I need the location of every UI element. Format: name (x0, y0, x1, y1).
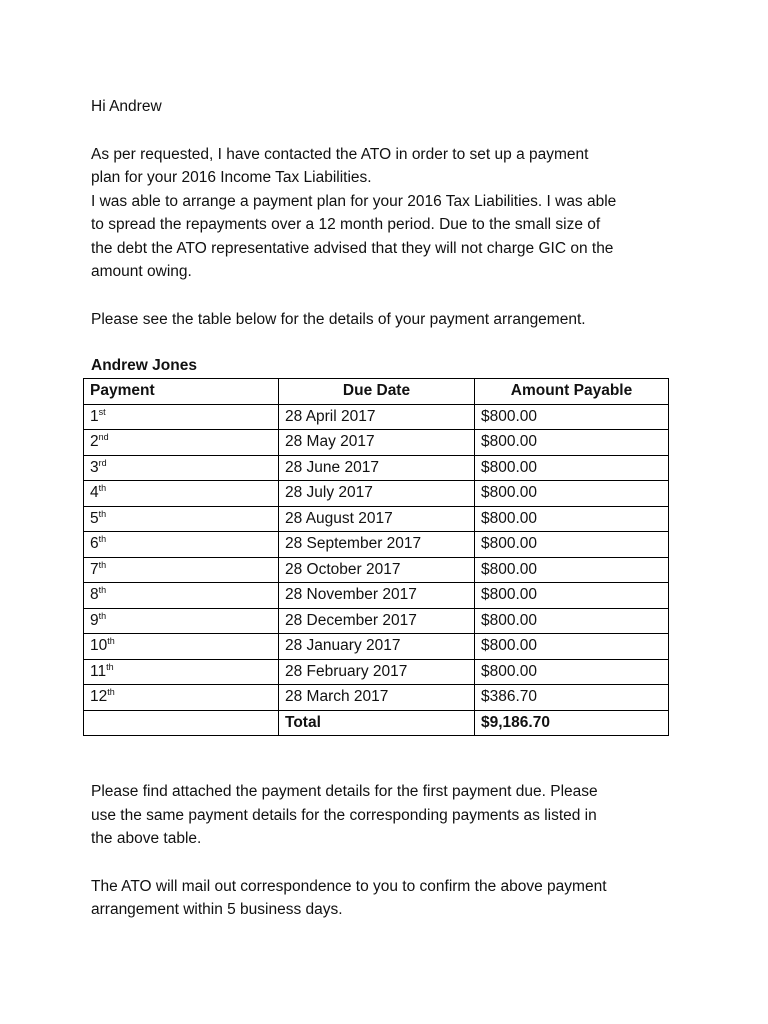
due-date-cell: 28 December 2017 (279, 608, 475, 634)
payment-number: 2 (90, 433, 99, 451)
amount-cell: $800.00 (475, 506, 669, 532)
ordinal-suffix: nd (98, 432, 109, 443)
ordinal-suffix: th (98, 559, 107, 570)
payment-table (83, 378, 669, 736)
payment-number: 8 (90, 586, 99, 604)
ordinal-suffix: th (98, 585, 107, 596)
due-date-cell: 28 November 2017 (279, 583, 475, 609)
attachment-paragraph (91, 780, 691, 851)
table-row (84, 634, 669, 660)
paragraph-line: the above table. (91, 830, 202, 847)
total-empty-cell (84, 710, 279, 736)
total-amount: $9,186.70 (475, 710, 669, 736)
ordinal-suffix: st (98, 406, 106, 417)
paragraph-line: arrangement within 5 business days. (91, 901, 343, 918)
table-row (84, 532, 669, 558)
table-body (84, 404, 669, 710)
payment-number-cell (84, 659, 279, 685)
header-payment: Payment (84, 379, 279, 405)
due-date-cell: 28 October 2017 (279, 557, 475, 583)
total-row (84, 710, 669, 736)
client-name: Andrew Jones (91, 357, 197, 374)
table-intro-paragraph: Please see the table below for the details of your payment arrangement. (91, 310, 586, 328)
due-date-cell: 28 July 2017 (279, 481, 475, 507)
payment-number-cell (84, 608, 279, 634)
amount-cell: $386.70 (475, 685, 669, 711)
closing-section (91, 780, 691, 946)
amount-cell: $800.00 (475, 608, 669, 634)
confirmation-paragraph (91, 875, 691, 922)
table-row (84, 481, 669, 507)
paragraph-line: I was able to arrange a payment plan for your 2016 Tax Liabilities. I was able (91, 192, 617, 210)
amount-cell: $800.00 (475, 455, 669, 481)
payment-number: 10 (90, 637, 108, 655)
ordinal-suffix: th (98, 534, 107, 545)
due-date-cell: 28 March 2017 (279, 685, 475, 711)
table-row (84, 685, 669, 711)
ordinal-suffix: rd (98, 457, 107, 468)
ordinal-suffix: th (106, 661, 114, 672)
table-header-row (84, 379, 669, 405)
paragraph-line: plan for your 2016 Income Tax Liabilities. (91, 169, 372, 186)
paragraph-line: The ATO will mail out correspondence to you to confirm the above payment (91, 877, 607, 895)
payment-number: 6 (90, 535, 99, 553)
table-row (84, 583, 669, 609)
payment-number-cell (84, 634, 279, 660)
payment-number-cell (84, 455, 279, 481)
paragraph-line: use the same payment details for the corresponding payments as listed in (91, 806, 597, 824)
ordinal-suffix: th (98, 483, 107, 494)
amount-cell: $800.00 (475, 481, 669, 507)
due-date-cell: 28 April 2017 (279, 404, 475, 430)
payment-number-cell (84, 481, 279, 507)
greeting: Hi Andrew (91, 98, 162, 115)
amount-cell: $800.00 (475, 404, 669, 430)
total-label: Total (279, 710, 475, 736)
payment-number: 5 (90, 509, 99, 527)
table-row (84, 404, 669, 430)
payment-number: 11 (90, 662, 107, 680)
header-amount-payable: Amount Payable (475, 379, 669, 405)
payment-number-cell (84, 430, 279, 456)
due-date-cell: 28 August 2017 (279, 506, 475, 532)
payment-number: 1 (90, 407, 99, 425)
payment-number-cell (84, 557, 279, 583)
amount-cell: $800.00 (475, 583, 669, 609)
amount-cell: $800.00 (475, 557, 669, 583)
ordinal-suffix: th (98, 610, 107, 621)
paragraph-line: amount owing. (91, 263, 192, 280)
table-row (84, 430, 669, 456)
amount-cell: $800.00 (475, 659, 669, 685)
due-date-cell: 28 September 2017 (279, 532, 475, 558)
due-date-cell: 28 January 2017 (279, 634, 475, 660)
ordinal-suffix: th (107, 687, 115, 698)
payment-number: 12 (90, 688, 108, 706)
payment-number-cell (84, 685, 279, 711)
payment-number-cell (84, 506, 279, 532)
paragraph-line: Please find attached the payment details for the first payment due. Please (91, 783, 598, 800)
table-row (84, 608, 669, 634)
amount-cell: $800.00 (475, 430, 669, 456)
payment-number: 3 (90, 458, 99, 476)
payment-number-cell (84, 583, 279, 609)
due-date-cell: 28 February 2017 (279, 659, 475, 685)
table-row (84, 659, 669, 685)
payment-number: 7 (90, 560, 99, 578)
payment-number: 4 (90, 484, 99, 502)
payment-number-cell (84, 532, 279, 558)
paragraph-line: As per requested, I have contacted the ATO in order to set up a payment (91, 145, 589, 163)
ordinal-suffix: th (107, 636, 115, 647)
amount-cell: $800.00 (475, 532, 669, 558)
intro-paragraph (91, 143, 681, 284)
paragraph-line: to spread the repayments over a 12 month period. Due to the small size of (91, 216, 601, 233)
letter-body (91, 95, 681, 377)
payment-number: 9 (90, 611, 99, 629)
due-date-cell: 28 June 2017 (279, 455, 475, 481)
due-date-cell: 28 May 2017 (279, 430, 475, 456)
paragraph-line: the debt the ATO representative advised that they will not charge GIC on the (91, 239, 614, 257)
table-row (84, 455, 669, 481)
header-due-date: Due Date (279, 379, 475, 405)
table-row (84, 506, 669, 532)
amount-cell: $800.00 (475, 634, 669, 660)
payment-number-cell (84, 404, 279, 430)
table-row (84, 557, 669, 583)
ordinal-suffix: th (98, 508, 107, 519)
